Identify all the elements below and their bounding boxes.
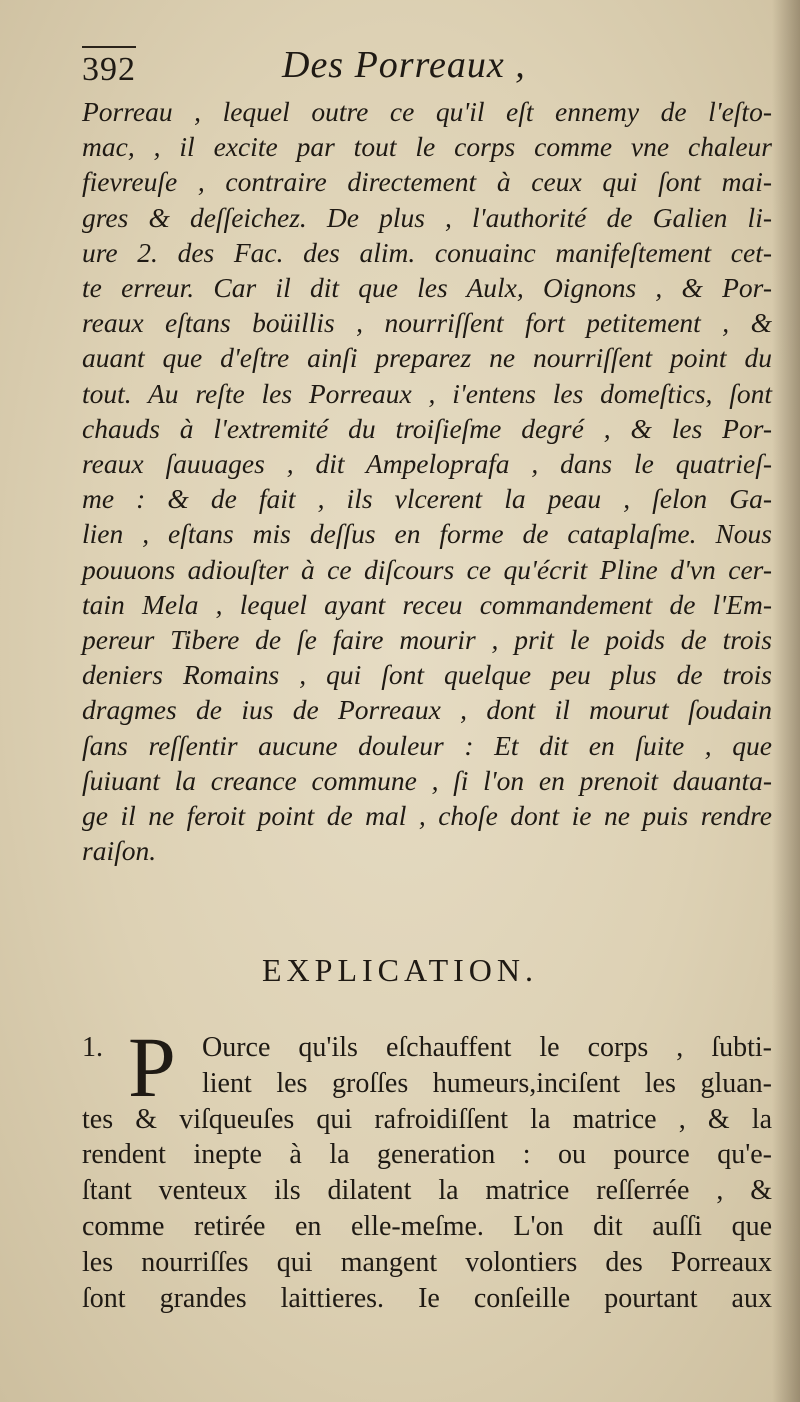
text-line: ſans reſſentir aucune douleur : Et dit en ſuite , que: [82, 729, 772, 761]
text-line: fievreuſe , contraire directement à ceux qui ſont mai-: [82, 166, 772, 198]
italic-text-block: [82, 94, 772, 868]
text-line: rendent inepte à la generation : ou pource qu'e-: [82, 1139, 772, 1171]
text-line: dragmes de ius de Porreaux , dont il mourut ſoudain: [82, 694, 772, 726]
explication-text-block: [82, 1019, 772, 1316]
text-line: ſtant venteux ils dilatent la matrice reſſerrée , &: [82, 1175, 772, 1207]
page-header: [82, 40, 760, 100]
text-line: chauds à l'extremité du troiſieſme degré , & les Por-: [82, 412, 772, 444]
text-line: lien , eſtans mis deſſus en forme de cataplaſme. Nous: [82, 518, 772, 550]
text-line: te erreur. Car il dit que les Aulx, Oignons , & Por-: [82, 272, 772, 304]
text-line: ſuiuant la creance commune , ſi l'on en prenoit dauanta-: [82, 764, 772, 796]
text-line: gres & deſſeichez. De plus , l'authorité de Galien li-: [82, 201, 772, 233]
text-line: reaux ſauuages , dit Ampeloprafa , dans le quatrieſ-: [82, 448, 772, 480]
text-line: pereur Tibere de ſe faire mourir , prit le poids de trois: [82, 624, 772, 656]
text-line: Porreau , lequel outre ce qu'il eſt ennemy de l'eſto-: [82, 96, 772, 127]
text-line: Ource qu'ils eſchauffent le corps , ſubti-: [202, 1032, 772, 1063]
text-line: ge il ne feroit point de mal , choſe dont ie ne puis rendre: [82, 800, 772, 832]
text-line: me : & de fait , ils vlcerent la peau , ſelon Ga-: [82, 483, 772, 515]
text-line: tout. Au reſte les Porreaux , i'entens les domeſtics, ſont: [82, 377, 772, 409]
text-line: deniers Romains , qui ſont quelque peu plus de trois: [82, 659, 772, 691]
text-line: ſont grandes laittieres. Ie conſeille pourtant aux: [82, 1282, 772, 1314]
text-line: tain Mela , lequel ayant receu commandement de l'Em-: [82, 588, 772, 620]
page-edge-shadow: [772, 0, 800, 1402]
drop-cap: P: [128, 1019, 176, 1115]
text-line: comme retirée en elle-meſme. L'on dit auſſi que: [82, 1210, 772, 1242]
text-line: tes & viſqueuſes qui rafroidiſſent la matrice , & la: [82, 1103, 772, 1135]
text-line: les nourriſſes qui mangent volontiers des Porreaux: [82, 1246, 772, 1278]
text-line: auant que d'eſtre ainſi preparez ne nourriſſent point du: [82, 342, 772, 374]
text-line: pouuons adiouſter à ce diſcours ce qu'écrit Pline d'vn cer-: [82, 553, 772, 585]
page-number: 392: [82, 46, 136, 90]
text-line: mac, , il excite par tout le corps comme vne chaleur: [82, 131, 772, 163]
paragraph-number: 1.: [82, 1032, 103, 1063]
text-line: reaux eſtans boüillis , nourriſſent fort petitement , &: [82, 307, 772, 339]
text-line: raiſon.: [82, 835, 157, 867]
text-line: lient les groſſes humeurs,inciſent les gluan-: [202, 1067, 772, 1099]
running-head: Des Porreaux ,: [282, 44, 526, 86]
section-title: EXPLICATION.: [262, 952, 538, 988]
text-line: ure 2. des Fac. des alim. conuainc manifeſtement cet-: [82, 236, 772, 268]
